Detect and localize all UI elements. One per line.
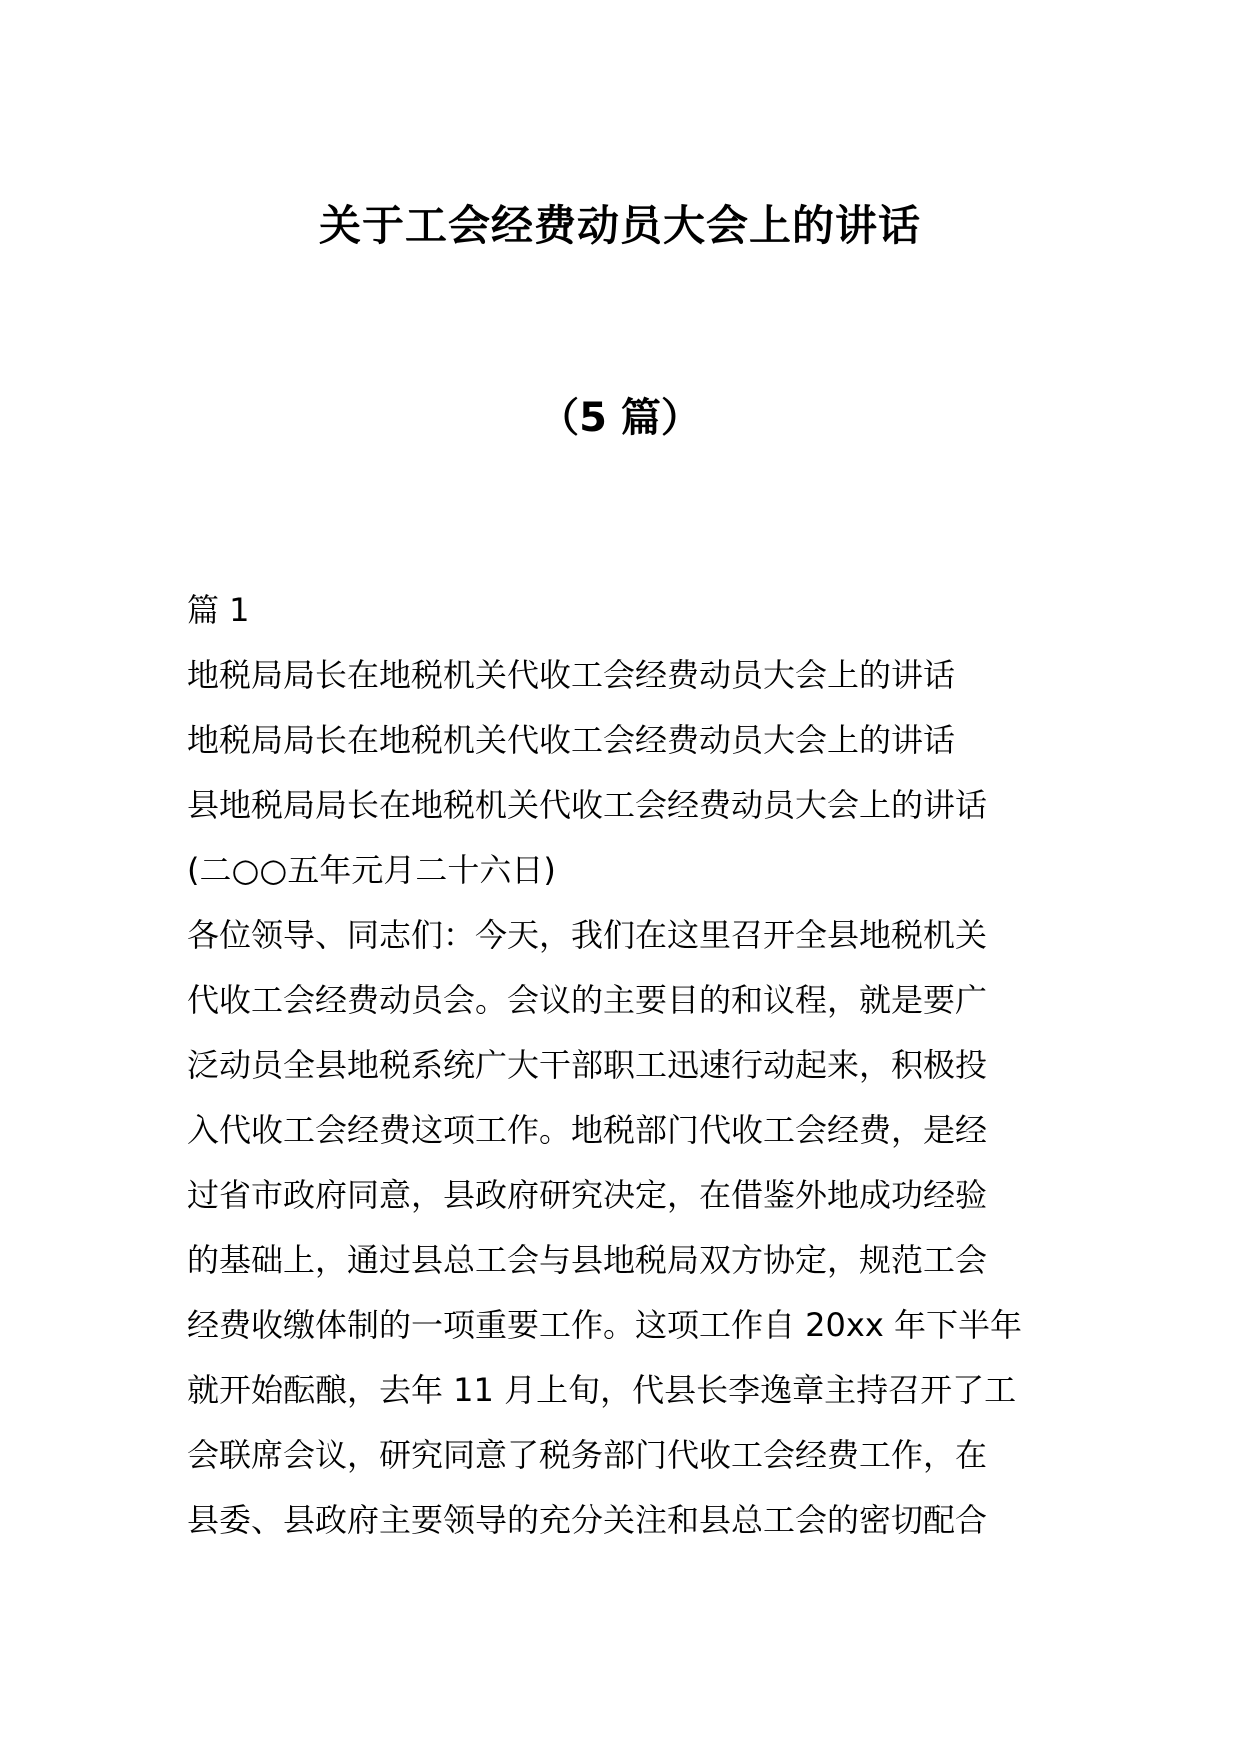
body-line: 各位领导、同志们：今天，我们在这里召开全县地税机关 (187, 916, 988, 954)
document-subtitle: （5 篇） (539, 395, 701, 441)
body-line: 经费收缴体制的一项重要工作。这项工作自 20xx 年下半年 (187, 1306, 1022, 1344)
date-line: (二○○五年元月二十六日) (187, 851, 556, 889)
body-line: 就开始酝酿，去年 11 月上旬，代县长李逸章主持召开了工 (187, 1371, 1017, 1409)
body-line: 过省市政府同意，县政府研究决定，在借鉴外地成功经验 (187, 1176, 988, 1214)
body-line: 的基础上，通过县总工会与县地税局双方协定，规范工会 (187, 1241, 988, 1279)
body-line: 地税局局长在地税机关代收工会经费动员大会上的讲话 (187, 656, 956, 694)
body-line: 入代收工会经费这项工作。地税部门代收工会经费，是经 (187, 1111, 988, 1149)
document-body (187, 578, 1057, 1553)
body-line: 县委、县政府主要领导的充分关注和县总工会的密切配合 (187, 1501, 988, 1539)
body-line: 代收工会经费动员会。会议的主要目的和议程，就是要广 (187, 981, 988, 1019)
body-line: 地税局局长在地税机关代收工会经费动员大会上的讲话 (187, 721, 956, 759)
body-line: 泛动员全县地税系统广大干部职工迅速行动起来，积极投 (187, 1046, 988, 1084)
section-heading: 篇 1 (187, 591, 250, 629)
document-title: 关于工会经费动员大会上的讲话 (318, 201, 921, 250)
body-line: 县地税局局长在地税机关代收工会经费动员大会上的讲话 (187, 786, 988, 824)
body-line: 会联席会议，研究同意了税务部门代收工会经费工作，在 (187, 1436, 988, 1474)
